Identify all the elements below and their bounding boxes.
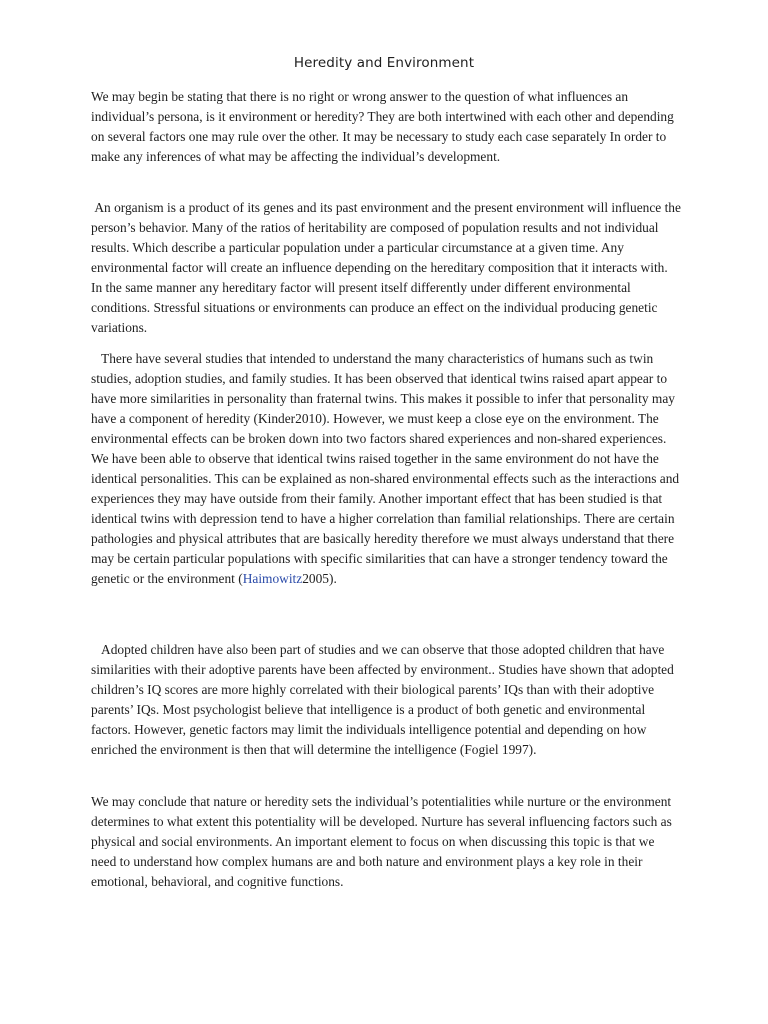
paragraph-studies-text: There have several studies that intended to understand the many characteristics of humans such as twin studies, adoption studies, and family studies. It has been observed that identical twins raised apart appear to have more similarities in personality than fraternal twins. This makes it possible to infer that personality may have a component of heredity (Kinder2010). However, we must keep a close eye on the environment. The environmental effects can be broken down into two factors shared experiences and non-shared experiences. We have been able to observe that identical twins raised together in the same environment do not have the identical personalities. This can be explained as non-shared environmental effects such as the interactions and experiences they may have outside from their family. Another important effect that has been studied is that identical twins with depression tend to have a higher correlation than familial relationships. There are certain pathologies and physical attributes that are basically heredity therefore we must always understand that there may be certain particular populations with specific similarities that can have a stronger tendency toward the genetic or the environment ( bbox=[91, 351, 680, 586]
paragraph-adoption bbox=[91, 640, 681, 760]
paragraph-adoption-text: Adopted children have also been part of studies and we can observe that those adopted children that have similarities with their adoptive parents have been affected by environment.. Studies have shown that adopted children’s IQ scores are more highly correlated with their biological parents’ IQs than with their adoptive parents’ IQs. Most psychologist believe that intelligence is a product of both genetic and environmental factors. However, genetic factors may limit the individuals intelligence potential and depending on how enriched the environment is then that will determine the intelligence (Fogiel 1997). bbox=[91, 642, 674, 757]
paragraph-studies-tail: 2005). bbox=[302, 571, 337, 586]
paragraph-studies bbox=[91, 349, 681, 589]
citation-link-haimowitz[interactable]: Haimowitz bbox=[242, 571, 303, 586]
paragraph-organism-text: An organism is a product of its genes and its past environment and the present environment will influence the person’s behavior. Many of the ratios of heritability are composed of population results and not individual results. Which describe a particular population under a particular circumstance at a given time. Any environmental factor will create an influence depending on the hereditary composition that it interacts with. In the same manner any hereditary factor will present itself differently under different environmental conditions. Stressful situations or environments can produce an effect on the individual producing genetic variations. bbox=[91, 200, 681, 335]
paragraph-organism bbox=[91, 198, 681, 338]
paragraph-conclusion: We may conclude that nature or heredity sets the individual’s potentialities while nurture or the environment determines to what extent this potentiality will be developed. Nurture has several influencing factors such as physical and social environments. An important element to focus on when discussing this topic is that we need to understand how complex humans are and both nature and environment plays a key role in their emotional, behavioral, and cognitive functions. bbox=[91, 794, 672, 889]
paragraph-introduction: We may begin be stating that there is no right or wrong answer to the question of what influences an individual’s persona, is it environment or heredity? They are both intertwined with each other and depending on several factors one may rule over the other. It may be necessary to study each case separately In order to make any inferences of what may be affecting the individual’s development. bbox=[91, 89, 674, 164]
document-title: Heredity and Environment bbox=[293, 55, 475, 71]
